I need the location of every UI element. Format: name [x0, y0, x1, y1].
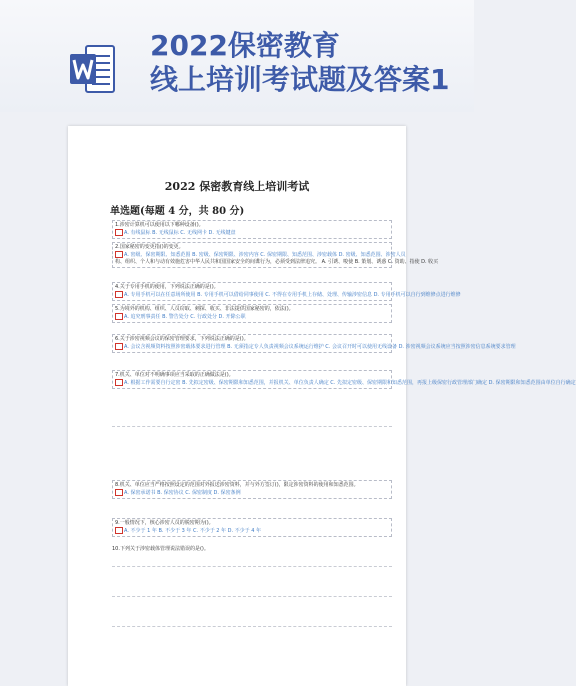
question-7 [112, 370, 576, 389]
divider [112, 596, 392, 597]
question-6 [112, 334, 516, 353]
question-stem: 5.为境外的机构、组织、人员窃取、刺探、收买、非法提供国家秘密的，依法()。 [115, 306, 294, 312]
answer-mark [115, 527, 123, 534]
question-4 [112, 282, 461, 301]
answer-mark [115, 313, 123, 320]
question-stem: 6.关于涉密视频会议的保密管理要求，下列说法正确的是()。 [115, 336, 249, 342]
answer-mark [115, 379, 123, 386]
banner-title-line1: 2022保密教育 [150, 29, 340, 62]
divider [112, 626, 392, 627]
question-2 [112, 242, 439, 268]
question-options: A. 密级、保密期限、知悉范围 B. 密级、保密期限、涉密内容 C. 保密期限、知悉范围、涉密载体 D. 密级、知悉范围、涉密人员 [115, 251, 389, 259]
banner [0, 0, 474, 112]
question-stem: 9.一般情况下，核心涉密人员的脱密期为()。 [115, 520, 214, 526]
question-stem: 7.机关、单位对不明确事项应当采取的正确做法是()。 [115, 372, 234, 378]
question-stem: 2.国家秘密的变更指()的变更。 [115, 244, 184, 250]
answer-mark [115, 489, 123, 496]
question-options: A. 保密承诺书 B. 保密协议 C. 保密制度 D. 保密条例 [115, 489, 389, 497]
question-stem: 8.机关、单位应当严格按照设定的范围对外报送涉密资料，并与外方签订()，限定涉密资料的使用和知悉范围。 [115, 482, 359, 488]
question-9 [112, 518, 392, 537]
answer-mark [115, 229, 123, 236]
answer-mark [115, 251, 123, 258]
question-stem: 1.涉密计算机可以使用以下哪种设备()。 [115, 222, 204, 228]
divider [112, 566, 392, 567]
question-10 [112, 546, 392, 553]
question-options: A. 根据工作需要自行定密 B. 先拟定密级、保密期限和知悉范围，并报机关、单位负责人确定 C. 先拟定密级、保密期限和知悉范围，再报上级保密行政管理部门确定 D. 保密期限和知悉范围由单位自行确定 [115, 379, 389, 387]
question-continuation: 构、组织、个人和与动有效施危害中华人民共和国国家安全的间谍行为，必须受到法律追究。 A. 引诱、唆使 B. 策划、诱惑 C. 资助、指使 D. 收买 [115, 259, 439, 265]
question-stem: 4.关于专用手机的使用，下列说法正确的是()。 [115, 284, 219, 290]
question-options: A. 专用手机可以在任意场所使用 B. 专用手机可以借给同事使用 C. 不得在专用手机上存储、处理、传输涉密信息 D. 专用手机可以自行到维修点进行维修 [115, 291, 389, 299]
banner-title-line2: 线上培训考试题及答案1 [150, 63, 450, 96]
question-8 [112, 480, 392, 499]
divider [112, 426, 392, 427]
answer-mark [115, 343, 123, 350]
word-document-icon [70, 44, 116, 94]
document-title: 2022 保密教育线上培训考试 [164, 180, 310, 193]
section-heading: 单选题(每题 4 分，共 80 分) [110, 206, 245, 217]
question-1 [112, 220, 392, 239]
question-stem: 10.下列关于涉密载体管理说法错误的是()。 [112, 546, 209, 552]
question-options: A. 有线鼠标 B. 无线鼠标 C. 无线网卡 D. 无线键盘 [115, 229, 389, 237]
document-page [68, 126, 576, 686]
question-options: A. 会议含视频资料按照涉密载体要求进行管理 B. 无须指定专人负责视频会议系统运行维护 C. 会议召开时可以使用无线设备 D. 涉密视频会议系统应当按照涉密信息系统要求管理 [115, 343, 389, 351]
answer-mark [115, 291, 123, 298]
question-options: A. 追究刑事责任 B. 警告处分 C. 行政处分 D. 开除公职 [115, 313, 389, 321]
question-options: A. 不少于 1 年 B. 不少于 3 年 C. 不少于 2 年 D. 不少于 4 年 [115, 527, 389, 535]
question-5 [112, 304, 392, 323]
